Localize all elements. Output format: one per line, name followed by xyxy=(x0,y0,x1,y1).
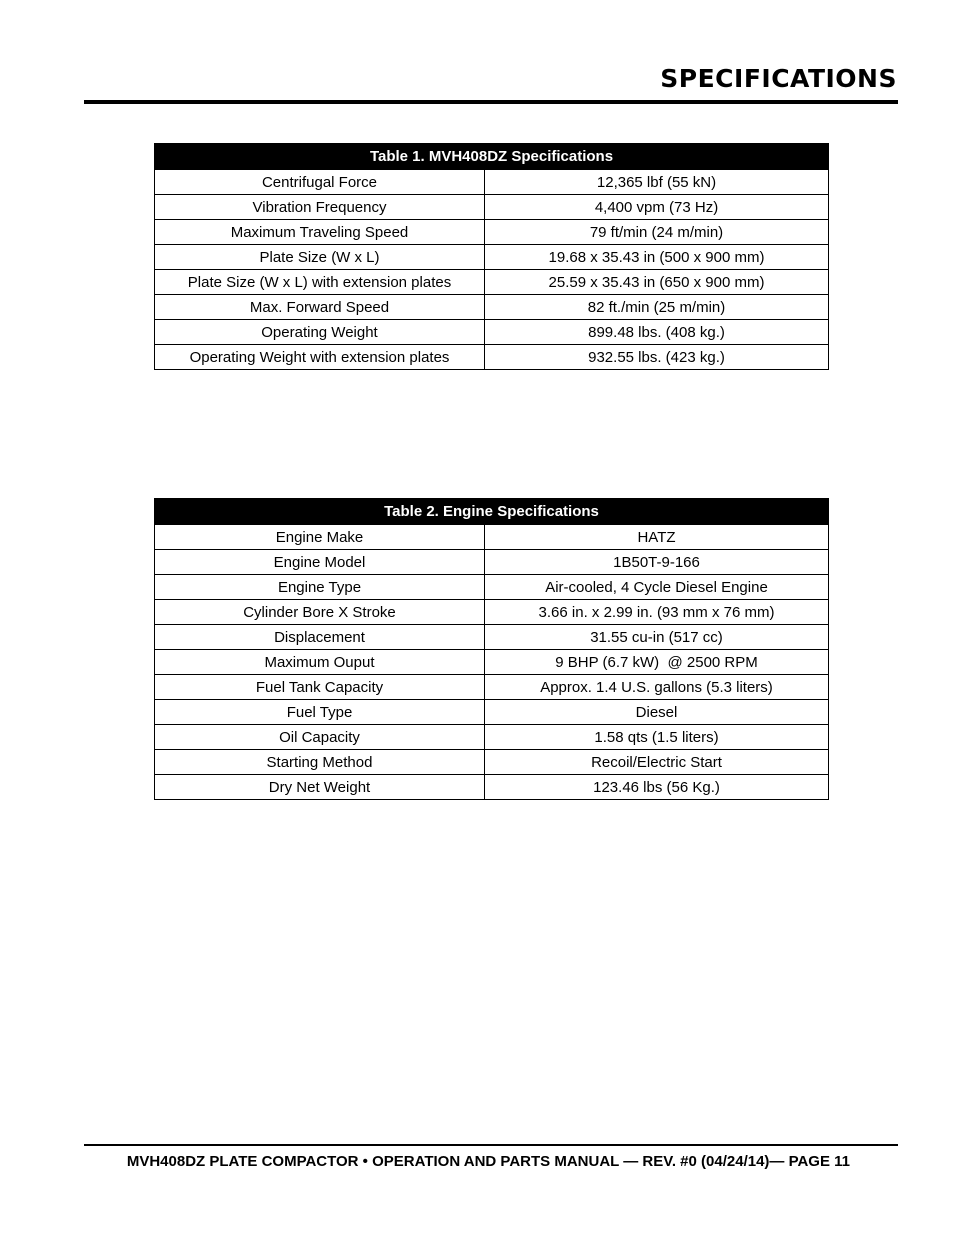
engine-specifications-table xyxy=(154,498,829,800)
spec-label: Cylinder Bore X Stroke xyxy=(155,600,485,625)
spec-label: Dry Net Weight xyxy=(155,775,485,800)
table-row xyxy=(155,170,829,195)
spec-value: 932.55 lbs. (423 kg.) xyxy=(485,345,829,370)
spec-label: Oil Capacity xyxy=(155,725,485,750)
table-row xyxy=(155,320,829,345)
spec-label: Engine Type xyxy=(155,575,485,600)
table-row xyxy=(155,550,829,575)
spec-value: Approx. 1.4 U.S. gallons (5.3 liters) xyxy=(485,675,829,700)
spec-label: Max. Forward Speed xyxy=(155,295,485,320)
spec-value: 82 ft./min (25 m/min) xyxy=(485,295,829,320)
page-footer: MVH408DZ PLATE COMPACTOR • OPERATION AND PARTS MANUAL — REV. #0 (04/24/14)— PAGE 11 xyxy=(126,1153,850,1170)
table-row xyxy=(155,195,829,220)
spec-value: 25.59 x 35.43 in (650 x 900 mm) xyxy=(485,270,829,295)
spec-value: Recoil/Electric Start xyxy=(485,750,829,775)
table-row xyxy=(155,775,829,800)
table-row xyxy=(155,600,829,625)
spec-label: Maximum Traveling Speed xyxy=(155,220,485,245)
spec-value: Diesel xyxy=(485,700,829,725)
spec-value: 79 ft/min (24 m/min) xyxy=(485,220,829,245)
table-row xyxy=(155,650,829,675)
table-row xyxy=(155,220,829,245)
table-row xyxy=(155,750,829,775)
page-title: SPECIFICATIONS xyxy=(660,64,897,93)
spec-label: Displacement xyxy=(155,625,485,650)
footer-divider xyxy=(84,1144,898,1146)
spec-label: Centrifugal Force xyxy=(155,170,485,195)
spec-label: Operating Weight with extension plates xyxy=(155,345,485,370)
spec-value: 9 BHP (6.7 kW) @ 2500 RPM xyxy=(485,650,829,675)
table-caption: Table 1. MVH408DZ Specifications xyxy=(155,144,829,170)
spec-label: Maximum Ouput xyxy=(155,650,485,675)
spec-value: 4,400 vpm (73 Hz) xyxy=(485,195,829,220)
spec-value: 19.68 x 35.43 in (500 x 900 mm) xyxy=(485,245,829,270)
table-header-row xyxy=(155,499,829,525)
spec-label: Plate Size (W x L) xyxy=(155,245,485,270)
table-row xyxy=(155,575,829,600)
spec-label: Engine Make xyxy=(155,525,485,550)
table-row xyxy=(155,675,829,700)
table-row xyxy=(155,270,829,295)
table-row xyxy=(155,345,829,370)
table-row xyxy=(155,245,829,270)
spec-label: Starting Method xyxy=(155,750,485,775)
spec-value: 1B50T-9-166 xyxy=(485,550,829,575)
table-caption: Table 2. Engine Specifications xyxy=(155,499,829,525)
spec-label: Engine Model xyxy=(155,550,485,575)
table-header-row xyxy=(155,144,829,170)
spec-label: Fuel Type xyxy=(155,700,485,725)
table-row xyxy=(155,725,829,750)
spec-value: 899.48 lbs. (408 kg.) xyxy=(485,320,829,345)
machine-specifications-table xyxy=(154,143,829,370)
spec-value: 123.46 lbs (56 Kg.) xyxy=(485,775,829,800)
table-row xyxy=(155,700,829,725)
spec-value: HATZ xyxy=(485,525,829,550)
spec-value: 12,365 lbf (55 kN) xyxy=(485,170,829,195)
spec-label: Vibration Frequency xyxy=(155,195,485,220)
spec-label: Operating Weight xyxy=(155,320,485,345)
spec-value: 3.66 in. x 2.99 in. (93 mm x 76 mm) xyxy=(485,600,829,625)
table-row xyxy=(155,525,829,550)
spec-value: 1.58 qts (1.5 liters) xyxy=(485,725,829,750)
table-row xyxy=(155,625,829,650)
spec-label: Fuel Tank Capacity xyxy=(155,675,485,700)
header-divider xyxy=(84,100,898,104)
spec-value: 31.55 cu-in (517 cc) xyxy=(485,625,829,650)
spec-value: Air-cooled, 4 Cycle Diesel Engine xyxy=(485,575,829,600)
table-row xyxy=(155,295,829,320)
spec-label: Plate Size (W x L) with extension plates xyxy=(155,270,485,295)
